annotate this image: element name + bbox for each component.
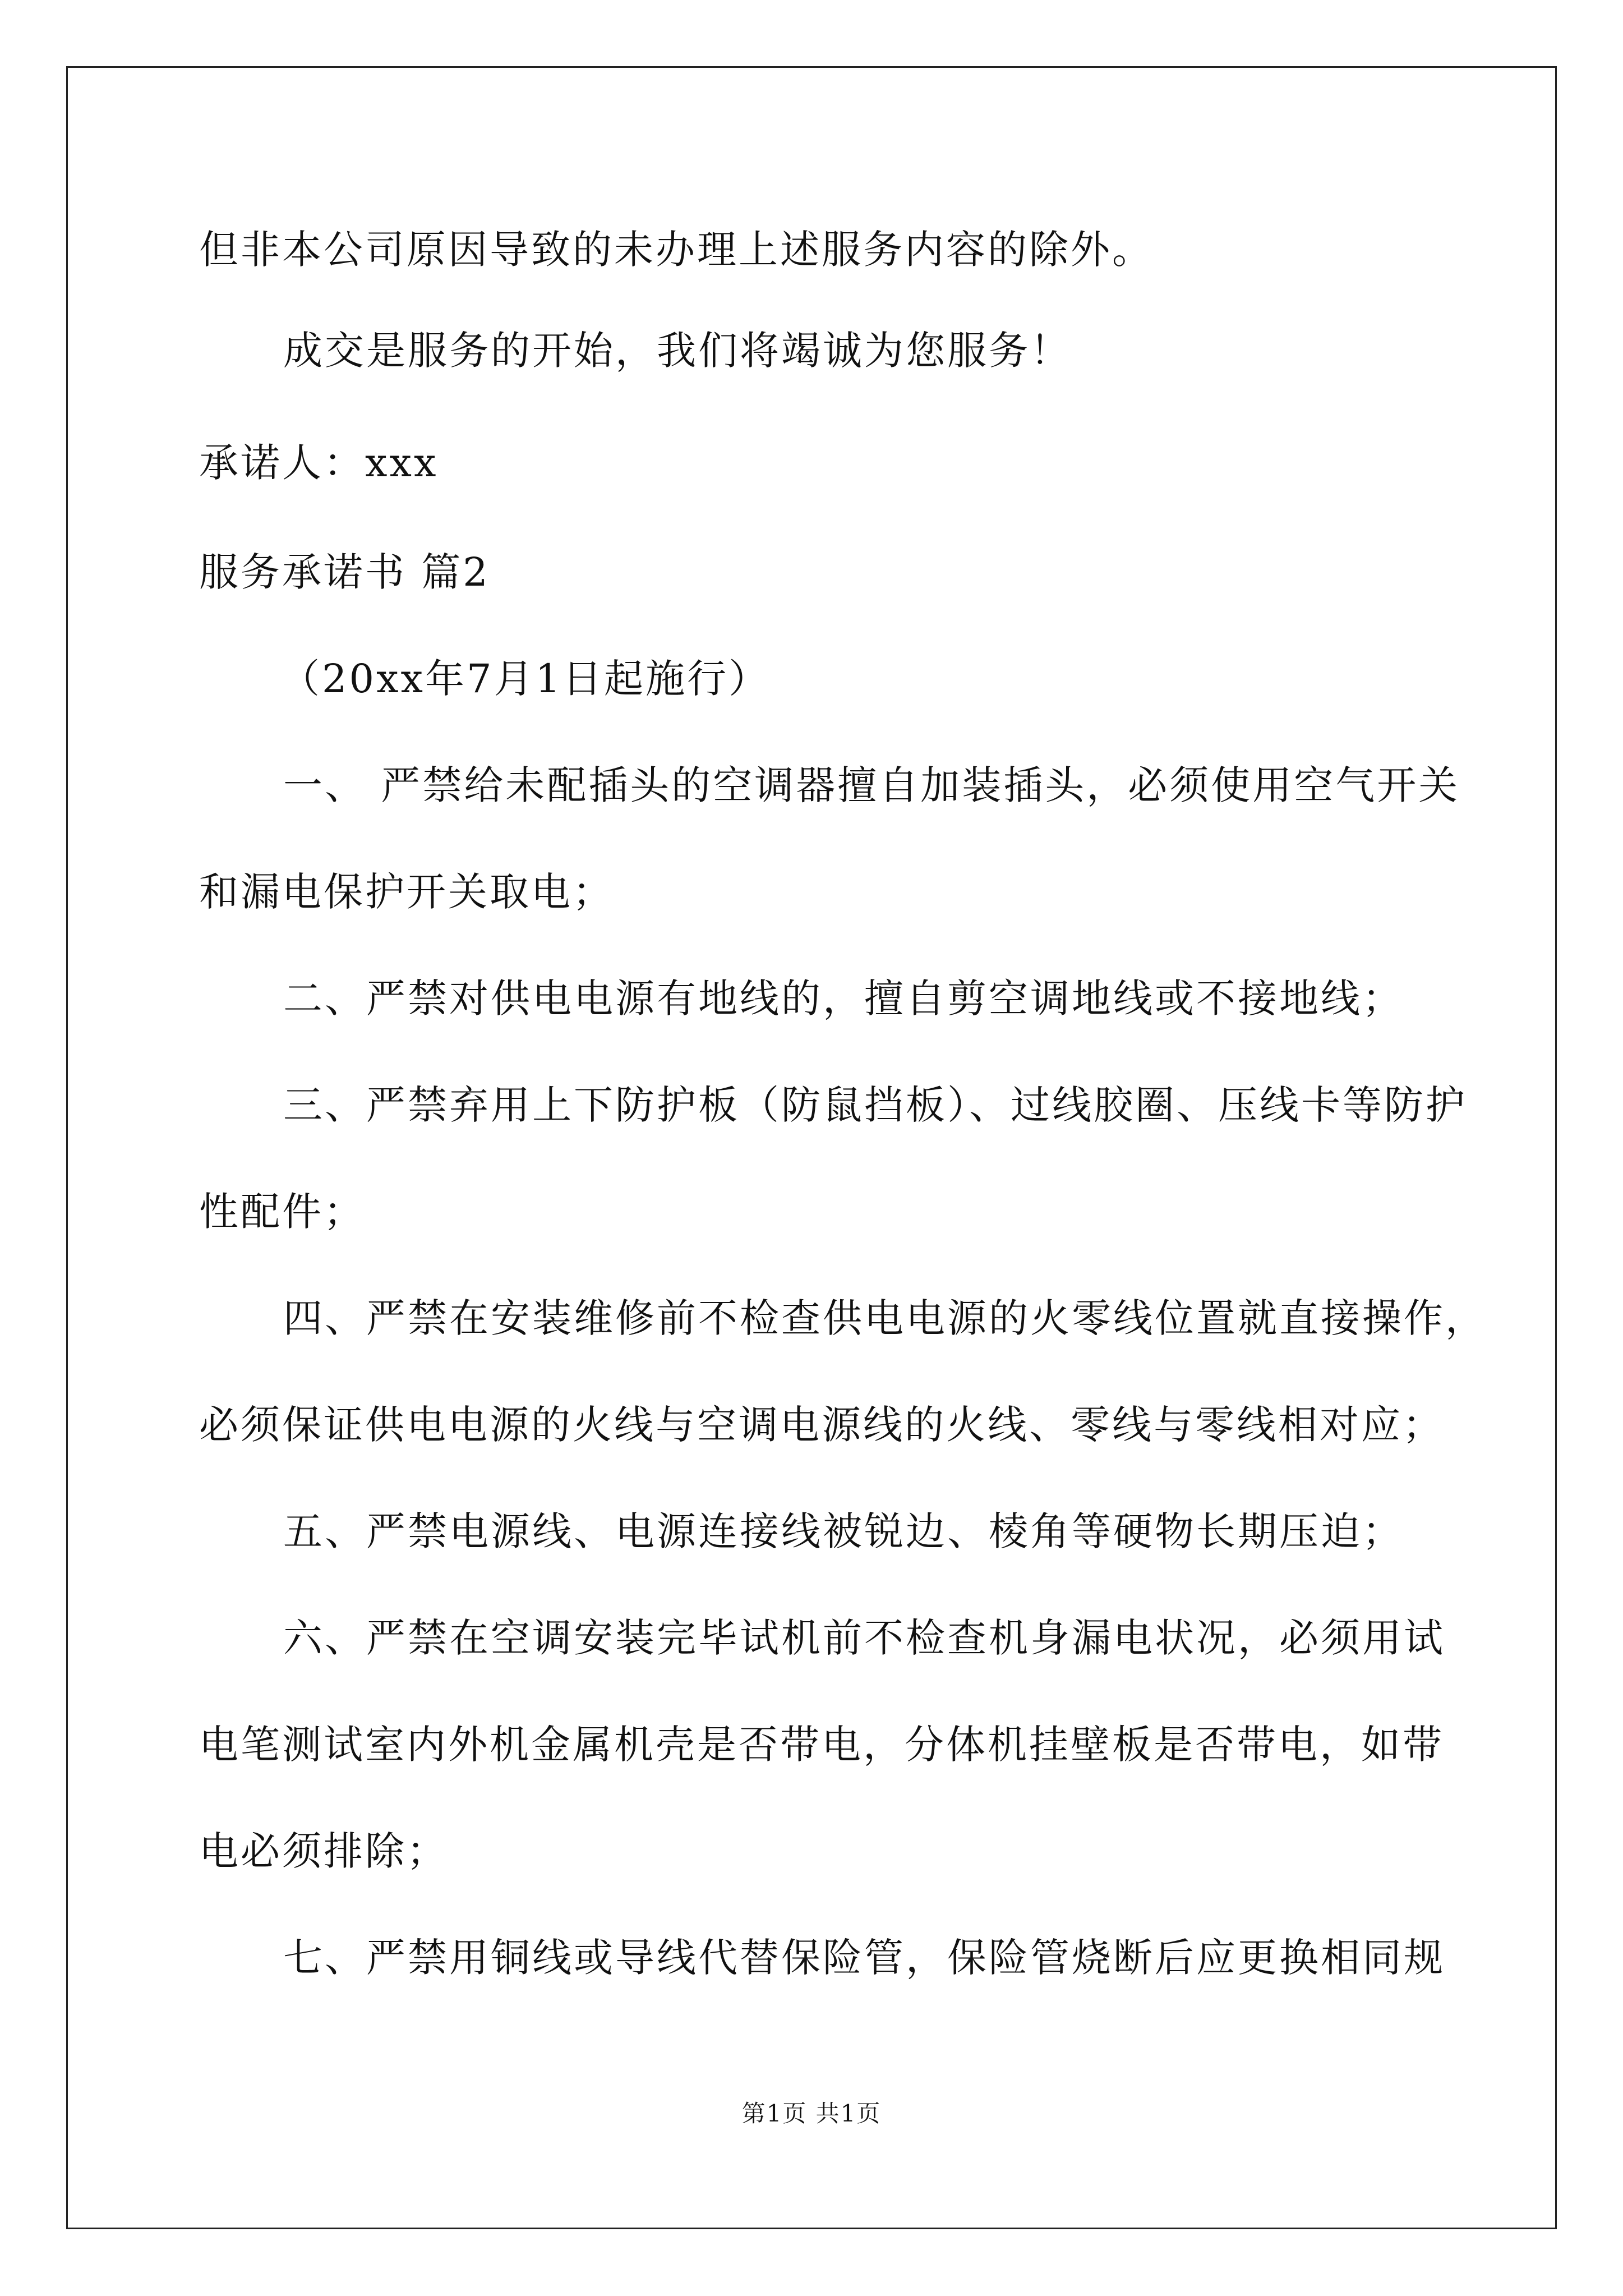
text-line: 但非本公司原因导致的未办理上述服务内容的除外。 — [199, 227, 1154, 273]
effective-date: （20xx年7月1日起施行） — [280, 656, 771, 702]
text-line: 四、严禁在安装维修前不检查供电电源的火零线位置就直接操作， — [283, 1295, 1487, 1341]
page-border — [66, 66, 1557, 2229]
page-footer: 第1页 共1页 — [741, 2100, 882, 2127]
text-line: 七、严禁用铜线或导线代替保险管，保险管烧断后应更换相同规 — [283, 1935, 1445, 1981]
text-line: 和漏电保护开关取电； — [199, 869, 614, 915]
text-line: 三、严禁弃用上下防护板（防鼠挡板）、过线胶圈、压线卡等防护 — [283, 1082, 1467, 1128]
text-line: 一、 严禁给未配插头的空调器擅自加装插头，必须使用空气开关 — [283, 762, 1460, 808]
text-line: 必须保证供电电源的火线与空调电源线的火线、零线与零线相对应； — [199, 1402, 1444, 1448]
text-line: 六、严禁在空调安装完毕试机前不检查机身漏电状况，必须用试 — [283, 1615, 1445, 1661]
text-line: 电必须排除； — [199, 1828, 448, 1874]
section-heading: 服务承诺书 篇2 — [199, 549, 490, 595]
text-line: 五、严禁电源线、电源连接线被锐边、棱角等硬物长期压迫； — [283, 1508, 1404, 1554]
text-line: 二、严禁对供电电源有地线的，擅自剪空调地线或不接地线； — [283, 976, 1404, 1022]
text-line: 电笔测试室内外机金属机壳是否带电，分体机挂壁板是否带电，如带 — [199, 1722, 1444, 1768]
text-line: 性配件； — [199, 1189, 365, 1235]
text-line: 成交是服务的开始，我们将竭诚为您服务！ — [283, 328, 1072, 374]
text-line: 承诺人：xxx — [199, 440, 439, 486]
